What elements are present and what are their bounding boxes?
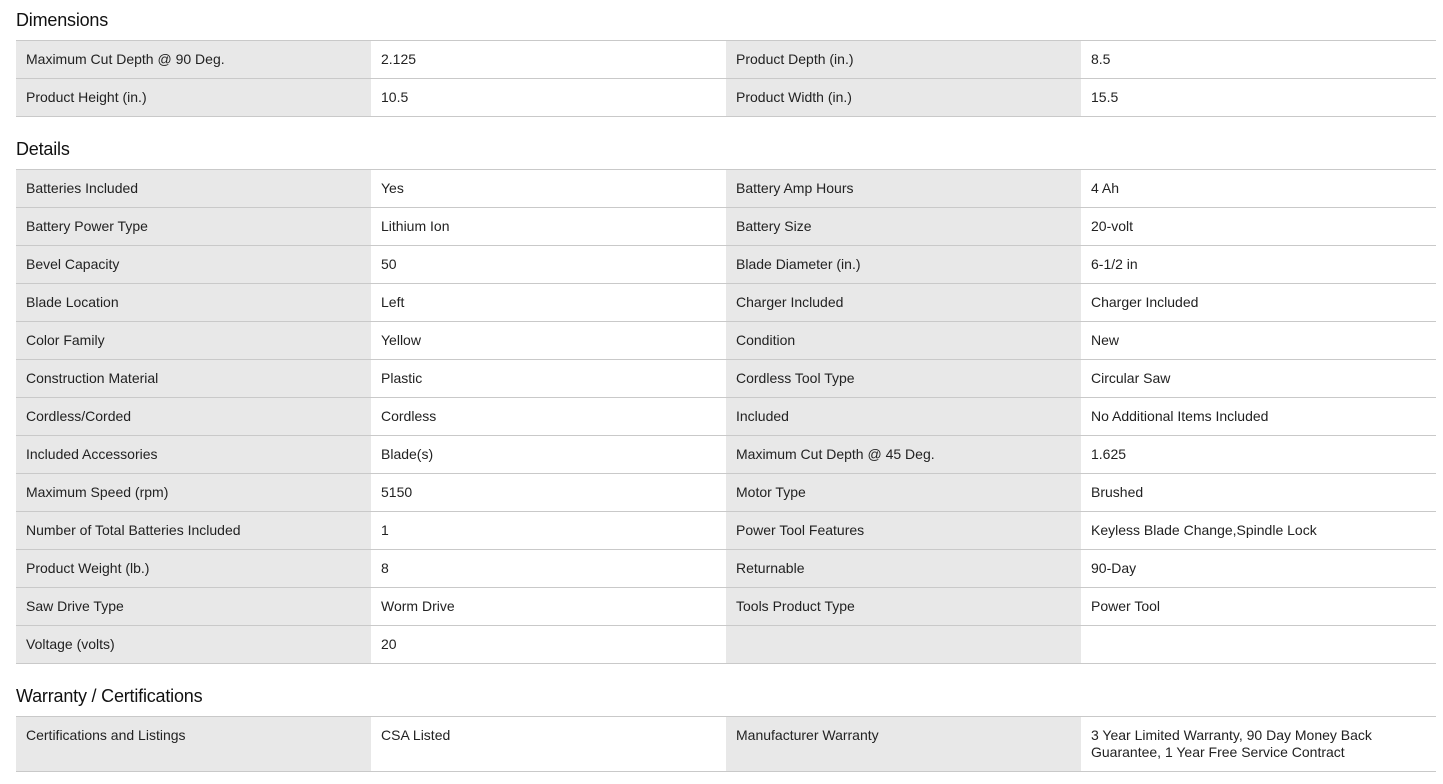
warranty-section — [16, 676, 1436, 772]
spec-label: Tools Product Type — [726, 588, 1081, 625]
spec-label: Number of Total Batteries Included — [16, 512, 371, 549]
spec-value: 20-volt — [1081, 208, 1436, 245]
spec-row — [16, 322, 1436, 360]
spec-label: Certifications and Listings — [16, 717, 371, 771]
spec-value: Worm Drive — [371, 588, 726, 625]
spec-label: Included — [726, 398, 1081, 435]
spec-label: Returnable — [726, 550, 1081, 587]
spec-label: Product Height (in.) — [16, 79, 371, 116]
section-title: Dimensions — [16, 10, 109, 30]
spec-row — [16, 398, 1436, 436]
spec-label: Color Family — [16, 322, 371, 359]
spec-row — [16, 79, 1436, 117]
spec-label: Batteries Included — [16, 170, 371, 207]
spec-label: Maximum Speed (rpm) — [16, 474, 371, 511]
spec-value: Blade(s) — [371, 436, 726, 473]
spec-value: Keyless Blade Change,Spindle Lock — [1081, 512, 1436, 549]
spec-label: Battery Amp Hours — [726, 170, 1081, 207]
spec-value: Circular Saw — [1081, 360, 1436, 397]
spec-value: 15.5 — [1081, 79, 1436, 116]
spec-value: 8 — [371, 550, 726, 587]
spec-label: Voltage (volts) — [16, 626, 371, 663]
spec-value: Brushed — [1081, 474, 1436, 511]
spec-table — [16, 716, 1436, 772]
spec-value: 6-1/2 in — [1081, 246, 1436, 283]
spec-value: 1 — [371, 512, 726, 549]
spec-value: Charger Included — [1081, 284, 1436, 321]
spec-row — [16, 626, 1436, 664]
spec-row — [16, 208, 1436, 246]
spec-value — [1081, 626, 1436, 663]
spec-row — [16, 436, 1436, 474]
section-title: Warranty / Certifications — [16, 686, 203, 706]
spec-label: Condition — [726, 322, 1081, 359]
spec-value: 5150 — [371, 474, 726, 511]
spec-value: 20 — [371, 626, 726, 663]
spec-label — [726, 626, 1081, 663]
spec-value: 90-Day — [1081, 550, 1436, 587]
spec-value: No Additional Items Included — [1081, 398, 1436, 435]
spec-row — [16, 170, 1436, 208]
spec-row — [16, 360, 1436, 398]
spec-value: Lithium Ion — [371, 208, 726, 245]
spec-row — [16, 588, 1436, 626]
spec-value: 1.625 — [1081, 436, 1436, 473]
spec-label: Cordless/Corded — [16, 398, 371, 435]
spec-label: Cordless Tool Type — [726, 360, 1081, 397]
spec-label: Manufacturer Warranty — [726, 717, 1081, 771]
spec-label: Charger Included — [726, 284, 1081, 321]
spec-value: Yellow — [371, 322, 726, 359]
spec-value: 50 — [371, 246, 726, 283]
spec-label: Bevel Capacity — [16, 246, 371, 283]
spec-row — [16, 41, 1436, 79]
spec-value: Plastic — [371, 360, 726, 397]
spec-label: Product Weight (lb.) — [16, 550, 371, 587]
spec-label: Power Tool Features — [726, 512, 1081, 549]
spec-label: Battery Power Type — [16, 208, 371, 245]
spec-label: Product Width (in.) — [726, 79, 1081, 116]
spec-label: Maximum Cut Depth @ 90 Deg. — [16, 41, 371, 78]
spec-table — [16, 40, 1436, 117]
spec-value: Yes — [371, 170, 726, 207]
section-title: Details — [16, 139, 70, 159]
dimensions-section — [16, 0, 1436, 117]
spec-value: Power Tool — [1081, 588, 1436, 625]
spec-row — [16, 512, 1436, 550]
spec-value: 4 Ah — [1081, 170, 1436, 207]
spec-value: 2.125 — [371, 41, 726, 78]
spec-label: Maximum Cut Depth @ 45 Deg. — [726, 436, 1081, 473]
spec-label: Blade Location — [16, 284, 371, 321]
spec-value: CSA Listed — [371, 717, 726, 771]
spec-value: 10.5 — [371, 79, 726, 116]
spec-table — [16, 169, 1436, 664]
spec-value: New — [1081, 322, 1436, 359]
spec-label: Blade Diameter (in.) — [726, 246, 1081, 283]
spec-row — [16, 550, 1436, 588]
spec-label: Motor Type — [726, 474, 1081, 511]
spec-value: Cordless — [371, 398, 726, 435]
spec-row — [16, 474, 1436, 512]
spec-value: 8.5 — [1081, 41, 1436, 78]
spec-label: Included Accessories — [16, 436, 371, 473]
spec-value: Left — [371, 284, 726, 321]
details-section — [16, 129, 1436, 664]
spec-row — [16, 246, 1436, 284]
spec-label: Saw Drive Type — [16, 588, 371, 625]
spec-row — [16, 284, 1436, 322]
spec-row — [16, 717, 1436, 772]
spec-label: Construction Material — [16, 360, 371, 397]
spec-label: Battery Size — [726, 208, 1081, 245]
spec-label: Product Depth (in.) — [726, 41, 1081, 78]
spec-value: 3 Year Limited Warranty, 90 Day Money Back Guarantee, 1 Year Free Service Contract — [1081, 717, 1436, 771]
